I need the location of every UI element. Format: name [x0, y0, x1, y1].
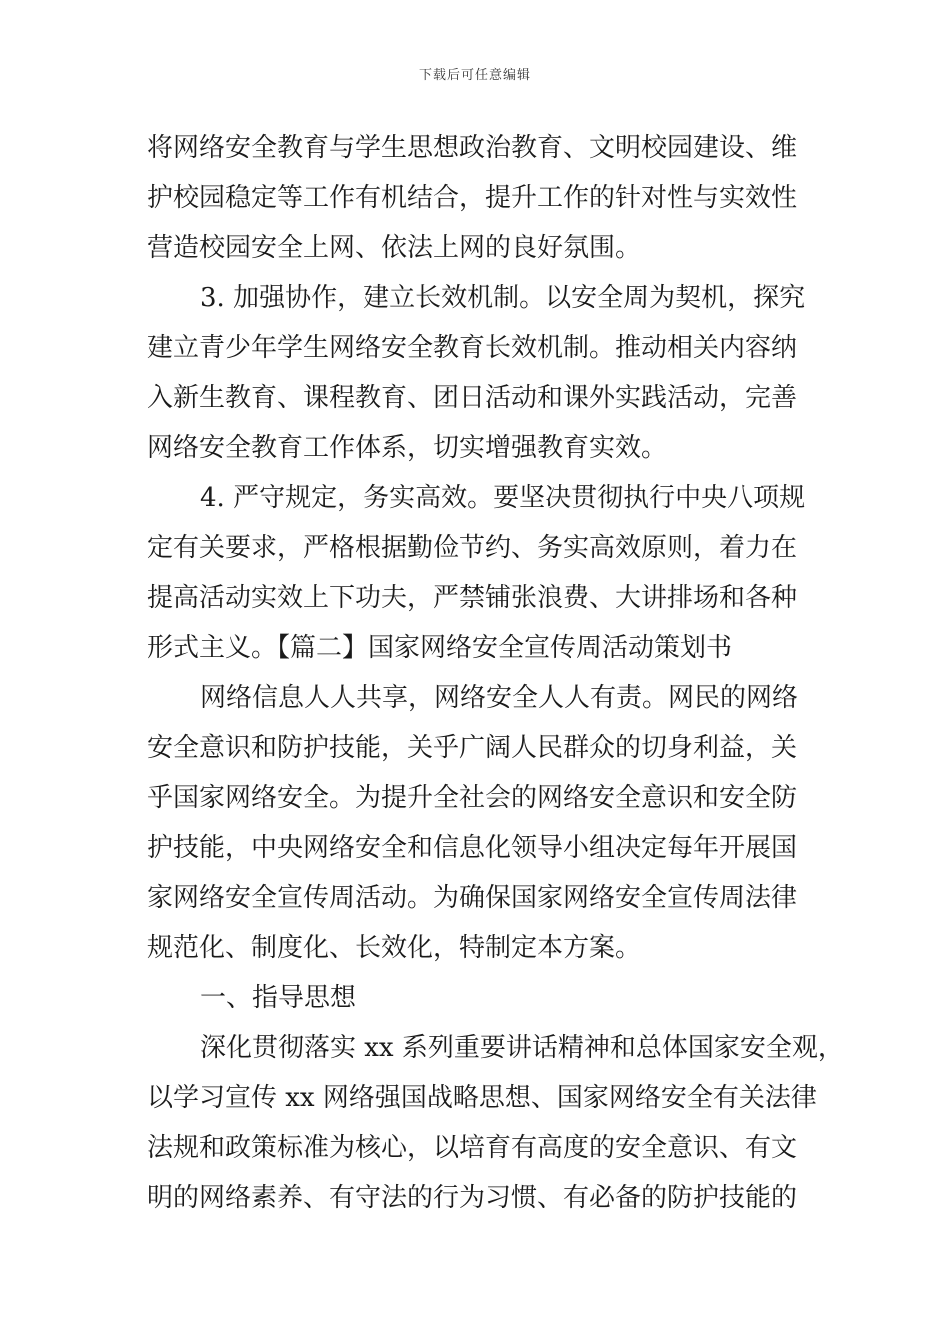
text-line: 深化贯彻落实 xx 系列重要讲话精神和总体国家安全观，: [200, 1033, 844, 1063]
text-line: 护技能，中央网络安全和信息化领导小组决定每年开展国: [147, 833, 798, 863]
text-line: 提高活动实效上下功夫，严禁铺张浪费、大讲排场和各种: [147, 583, 798, 613]
text-line: 4. 严守规定，务实高效。要坚决贯彻执行中央八项规: [200, 483, 806, 513]
text-line: 将网络安全教育与学生思想政治教育、文明校园建设、维: [147, 133, 798, 163]
text-line: 形式主义。【篇二】国家网络安全宣传周活动策划书: [147, 633, 733, 663]
text-line: 安全意识和防护技能，关乎广阔人民群众的切身利益，关: [147, 733, 798, 763]
section-heading: 一、指导思想: [200, 983, 357, 1013]
text-line: 法规和政策标准为核心，以培育有高度的安全意识、有文: [147, 1133, 798, 1163]
text-line: 家网络安全宣传周活动。为确保国家网络安全宣传周法律: [147, 883, 798, 913]
text-line: 3. 加强协作，建立长效机制。以安全周为契机，探究: [200, 283, 806, 313]
text-line: 护校园稳定等工作有机结合，提升工作的针对性与实效性: [147, 183, 798, 213]
text-line: 乎国家网络安全。为提升全社会的网络安全意识和安全防: [147, 783, 798, 813]
text-line: 规范化、制度化、长效化，特制定本方案。: [147, 933, 642, 963]
text-line: 明的网络素养、有守法的行为习惯、有必备的防护技能的: [147, 1183, 798, 1213]
text-line: 入新生教育、课程教育、团日活动和课外实践活动，完善: [147, 383, 798, 413]
text-line: 以学习宣传 xx 网络强国战略思想、国家网络安全有关法律: [147, 1083, 817, 1113]
page-header: 下载后可任意编辑: [418, 68, 531, 83]
text-line: 网络信息人人共享，网络安全人人有责。网民的网络: [200, 683, 799, 713]
text-line: 建立青少年学生网络安全教育长效机制。推动相关内容纳: [147, 333, 798, 363]
text-line: 网络安全教育工作体系，切实增强教育实效。: [147, 433, 668, 463]
text-line: 营造校园安全上网、依法上网的良好氛围。: [147, 233, 642, 263]
text-line: 定有关要求，严格根据勤俭节约、务实高效原则，着力在: [147, 533, 798, 563]
